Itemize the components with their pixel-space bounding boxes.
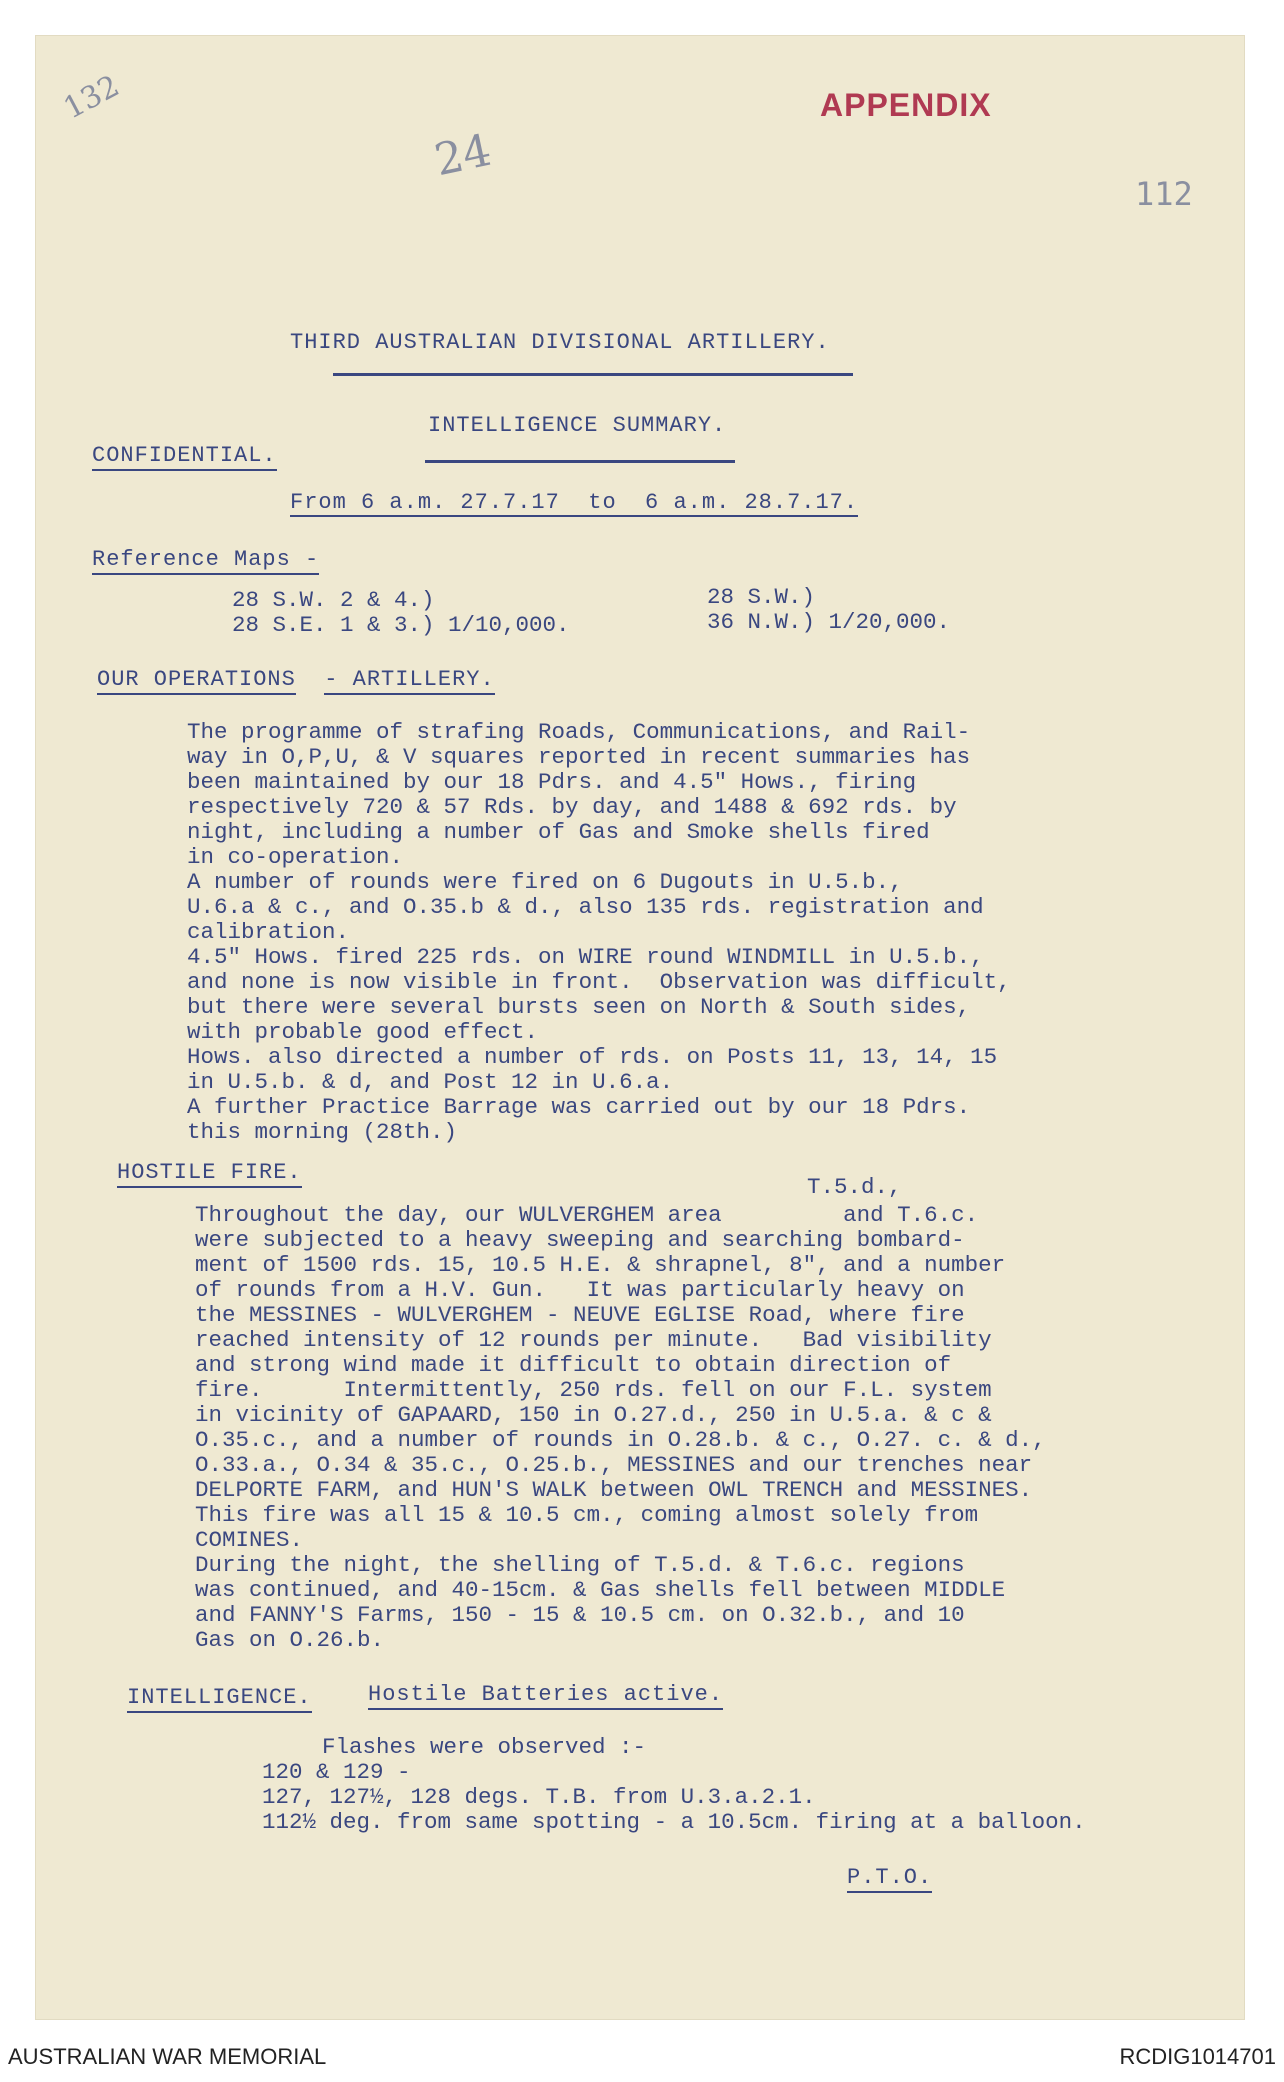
- text-line: this morning (28th.): [187, 1119, 458, 1145]
- text-line: ment of 1500 rds. 15, 10.5 H.E. & shrapnel, 8", and a number: [195, 1252, 1006, 1278]
- text-line: and FANNY'S Farms, 150 - 15 & 10.5 cm. on O.32.b., and 10: [195, 1602, 965, 1628]
- operations-heading-artillery: - ARTILLERY.: [324, 667, 494, 695]
- handwritten-insert: T.5.d.,: [807, 1174, 902, 1200]
- hostile-fire-heading: HOSTILE FIRE.: [117, 1160, 302, 1188]
- text-line: the MESSINES - WULVERGHEM - NEUVE EGLISE Road, where fire: [195, 1302, 965, 1328]
- text-line: and none is now visible in front. Observation was difficult,: [187, 969, 1011, 995]
- reference-map-line: 36 N.W.) 1/20,000.: [707, 609, 951, 635]
- document-subtitle: INTELLIGENCE SUMMARY.: [428, 413, 727, 438]
- text-line: in co-operation.: [187, 844, 404, 870]
- text-line: way in O,P,U, & V squares reported in recent summaries has: [187, 744, 971, 770]
- document-sheet: [35, 35, 1245, 2020]
- operations-heading-sub: [296, 667, 324, 692]
- classification-label: CONFIDENTIAL.: [92, 443, 277, 471]
- text-line: A further Practice Barrage was carried out by our 18 Pdrs.: [187, 1094, 971, 1120]
- document-title: THIRD AUSTRALIAN DIVISIONAL ARTILLERY.: [290, 330, 830, 355]
- reference-map-line: 28 S.W. 2 & 4.): [232, 587, 435, 613]
- text-line: Gas on O.26.b.: [195, 1627, 385, 1653]
- appendix-stamp: APPENDIX: [820, 87, 992, 123]
- pencil-mark: 24: [430, 124, 496, 187]
- text-line: but there were several bursts seen on North & South sides,: [187, 994, 971, 1020]
- reference-map-line: 28 S.E. 1 & 3.) 1/10,000.: [232, 612, 570, 638]
- text-line: were subjected to a heavy sweeping and searching bombard-: [195, 1227, 965, 1253]
- text-line: of rounds from a H.V. Gun. It was particularly heavy on: [195, 1277, 965, 1303]
- text-line: DELPORTE FARM, and HUN'S WALK between OWL TRENCH and MESSINES.: [195, 1477, 1033, 1503]
- text-line: O.33.a., O.34 & 35.c., O.25.b., MESSINES and our trenches near: [195, 1452, 1033, 1478]
- text-line: fire. Intermittently, 250 rds. fell on our F.L. system: [195, 1377, 992, 1403]
- text-line: in vicinity of GAPAARD, 150 in O.27.d., 250 in U.5.a. & c &: [195, 1402, 992, 1428]
- text-line: COMINES.: [195, 1527, 304, 1553]
- text-line: been maintained by our 18 Pdrs. and 4.5" Hows., firing: [187, 769, 917, 795]
- title-rule: [333, 373, 853, 376]
- operations-heading-main: OUR OPERATIONS: [97, 667, 296, 695]
- text-line: 4.5" Hows. fired 225 rds. on WIRE round WINDMILL in U.5.b.,: [187, 944, 984, 970]
- intelligence-heading: INTELLIGENCE.: [127, 1685, 312, 1713]
- text-line: Hows. also directed a number of rds. on Posts 11, 13, 14, 15: [187, 1044, 998, 1070]
- text-line: 112½ deg. from same spotting - a 10.5cm. firing at a balloon.: [262, 1809, 1086, 1835]
- folio-number-right: 112: [1135, 175, 1193, 213]
- text-line: A number of rounds were fired on 6 Dugouts in U.5.b.,: [187, 869, 903, 895]
- text-line: in U.5.b. & d, and Post 12 in U.6.a.: [187, 1069, 674, 1095]
- text-line: The programme of strafing Roads, Communications, and Rail-: [187, 719, 971, 745]
- text-line: This fire was all 15 & 10.5 cm., coming almost solely from: [195, 1502, 979, 1528]
- text-line: respectively 720 & 57 Rds. by day, and 1488 & 692 rds. by: [187, 794, 957, 820]
- footer-reference: RCDIG1014701: [1119, 2044, 1276, 2069]
- text-line: Flashes were observed :-: [322, 1734, 647, 1760]
- text-line: 127, 127½, 128 degs. T.B. from U.3.a.2.1.: [262, 1784, 816, 1810]
- operations-heading: [97, 667, 495, 692]
- period-line: From 6 a.m. 27.7.17 to 6 a.m. 28.7.17.: [290, 490, 859, 515]
- text-line: U.6.a & c., and O.35.b & d., also 135 rds. registration and: [187, 894, 984, 920]
- text-line: O.35.c., and a number of rounds in O.28.b. & c., O.27. c. & d.,: [195, 1427, 1046, 1453]
- text-line: calibration.: [187, 919, 350, 945]
- text-line: Throughout the day, our WULVERGHEM area and T.6.c.: [195, 1202, 979, 1228]
- text-line: reached intensity of 12 rounds per minute. Bad visibility: [195, 1327, 992, 1353]
- pto-label: P.T.O.: [847, 1865, 932, 1893]
- text-line: night, including a number of Gas and Smoke shells fired: [187, 819, 930, 845]
- text-line: During the night, the shelling of T.5.d. & T.6.c. regions: [195, 1552, 965, 1578]
- reference-maps-heading: Reference Maps -: [92, 547, 319, 575]
- reference-map-line: 28 S.W.): [707, 584, 816, 610]
- folio-number-left: 132: [58, 68, 126, 127]
- text-line: 120 & 129 -: [262, 1759, 411, 1785]
- footer-credit: AUSTRALIAN WAR MEMORIAL: [8, 2044, 327, 2069]
- text-line: with probable good effect.: [187, 1019, 539, 1045]
- text-line: and strong wind made it difficult to obtain direction of: [195, 1352, 952, 1378]
- hostile-batteries-heading: Hostile Batteries active.: [368, 1682, 723, 1710]
- text-line: was continued, and 40-15cm. & Gas shells fell between MIDDLE: [195, 1577, 1006, 1603]
- subtitle-rule: [425, 460, 735, 463]
